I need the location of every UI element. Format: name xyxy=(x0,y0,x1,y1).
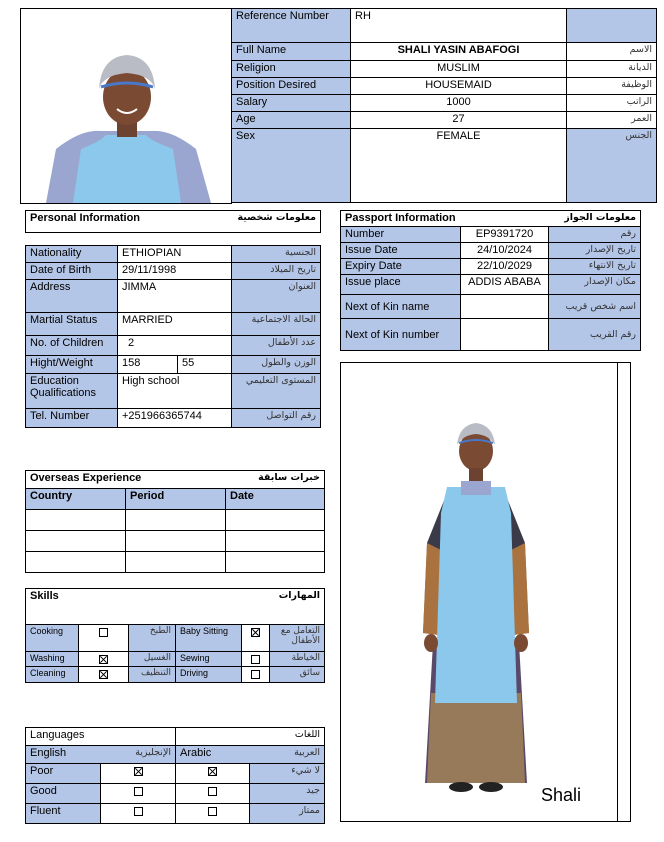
issue-place-label: Issue place xyxy=(341,275,461,295)
overseas-cell xyxy=(226,552,325,573)
overseas-cell xyxy=(126,552,226,573)
header-value: SHALI YASIN ABAFOGI xyxy=(351,43,567,61)
header-value: HOUSEMAID xyxy=(351,78,567,95)
nationality-label-ar: الجنسية xyxy=(232,246,321,263)
header-value: 27 xyxy=(351,112,567,129)
skill-babysitting-label-ar: التعامل مع الأطفال xyxy=(270,625,325,652)
kin-number-label: Next of Kin number xyxy=(341,319,461,351)
header-label-ar: الراتب xyxy=(567,95,657,112)
overseas-cell xyxy=(226,510,325,531)
english-good-checkbox[interactable] xyxy=(101,784,176,804)
level-good-label: Good xyxy=(26,784,101,804)
arabic-good-checkbox[interactable] xyxy=(176,784,250,804)
arabic-fluent-checkbox[interactable] xyxy=(176,804,250,824)
passport-info-table xyxy=(340,210,641,351)
header-label-ar: الوظيفة xyxy=(567,78,657,95)
languages-table xyxy=(25,727,325,824)
weight-value: 55 xyxy=(178,356,232,374)
languages-title-ar: اللغات xyxy=(176,728,325,746)
date-header: Date xyxy=(226,489,325,510)
marital-label-ar: الحالة الاجتماعية xyxy=(232,313,321,336)
kin-name-label-ar: اسم شخص قريب xyxy=(549,295,641,319)
education-label-ar: المستوى التعليمي xyxy=(232,374,321,409)
kin-name-label: Next of Kin name xyxy=(341,295,461,319)
skill-cleaning-label-ar: التنظيف xyxy=(129,667,176,683)
overseas-title-ar: خبرات سابقة xyxy=(226,471,325,489)
header-label-ar: العمر xyxy=(567,112,657,129)
languages-title: Languages xyxy=(26,728,176,746)
skill-sewing-label-ar: الخياطة xyxy=(270,652,325,667)
level-good-label-ar: جيد xyxy=(250,784,325,804)
header-value: RH xyxy=(351,9,567,43)
header-label: Religion xyxy=(232,61,351,78)
height-value: 158 xyxy=(118,356,178,374)
skill-cooking-label-ar: الطبخ xyxy=(129,625,176,652)
photo-caption: Shali xyxy=(541,785,582,805)
kin-number-label-ar: رقم القريب xyxy=(549,319,641,351)
skill-sewing-checkbox[interactable] xyxy=(242,652,270,667)
skill-cooking-label: Cooking xyxy=(26,625,79,652)
arabic-label: Arabic xyxy=(176,746,250,764)
overseas-experience-table xyxy=(25,470,325,573)
header-label-ar: الديانة xyxy=(567,61,657,78)
children-label-ar: عدد الأطفال xyxy=(232,336,321,356)
overseas-cell xyxy=(126,510,226,531)
overseas-title: Overseas Experience xyxy=(26,471,226,489)
checkbox-empty-icon xyxy=(99,628,108,637)
height-weight-label: Hight/Weight xyxy=(26,356,118,374)
header-value: MUSLIM xyxy=(351,61,567,78)
checkbox-empty-icon xyxy=(208,807,217,816)
level-poor-label: Poor xyxy=(26,764,101,784)
checkbox-checked-icon xyxy=(99,670,108,679)
dob-label-ar: تاريخ الميلاد xyxy=(232,263,321,280)
english-poor-checkbox[interactable] xyxy=(101,764,176,784)
level-poor-label-ar: لا شيء xyxy=(250,764,325,784)
skill-driving-label-ar: سائق xyxy=(270,667,325,683)
checkbox-empty-icon xyxy=(251,670,260,679)
country-header: Country xyxy=(26,489,126,510)
header-value: 1000 xyxy=(351,95,567,112)
skill-babysitting-checkbox[interactable] xyxy=(242,625,270,652)
height-weight-label-ar: الوزن والطول xyxy=(232,356,321,374)
overseas-cell xyxy=(26,531,126,552)
checkbox-empty-icon xyxy=(134,807,143,816)
checkbox-checked-icon xyxy=(208,767,217,776)
header-label: Full Name xyxy=(232,43,351,61)
header-label: Position Desired xyxy=(232,78,351,95)
header-label-ar: الجنس xyxy=(567,129,657,203)
address-value: JIMMA xyxy=(118,280,232,313)
skill-driving-checkbox[interactable] xyxy=(242,667,270,683)
expiry-date-value: 22/10/2029 xyxy=(461,259,549,275)
overseas-cell xyxy=(126,531,226,552)
education-label: Education Qualifications xyxy=(26,374,118,409)
expiry-date-label-ar: تاريخ الانتهاء xyxy=(549,259,641,275)
personal-info-table xyxy=(25,210,321,428)
header-label-ar: الاسم xyxy=(567,43,657,61)
personal-title-ar: معلومات شخصية xyxy=(178,211,321,233)
skill-washing-label: Washing xyxy=(26,652,79,667)
header-label: Salary xyxy=(232,95,351,112)
skills-title: Skills xyxy=(26,589,176,611)
issue-date-label: Issue Date xyxy=(341,243,461,259)
issue-place-label-ar: مكان الإصدار xyxy=(549,275,641,295)
children-label: No. of Children xyxy=(26,336,118,356)
education-value: High school xyxy=(118,374,232,409)
issue-date-label-ar: تاريخ الإصدار xyxy=(549,243,641,259)
header-label-ar xyxy=(567,9,657,43)
checkbox-checked-icon xyxy=(99,655,108,664)
skill-cleaning-checkbox[interactable] xyxy=(79,667,129,683)
full-body-photo-frame xyxy=(340,362,631,822)
passport-number-label: Number xyxy=(341,227,461,243)
skills-table xyxy=(25,588,325,683)
portrait-photo xyxy=(21,9,231,203)
header-label: Reference Number xyxy=(232,9,351,43)
tel-label-ar: رقم التواصل xyxy=(232,409,321,428)
dob-value: 29/11/1998 xyxy=(118,263,232,280)
checkbox-empty-icon xyxy=(134,787,143,796)
skills-title-ar: المهارات xyxy=(176,589,325,611)
english-fluent-checkbox[interactable] xyxy=(101,804,176,824)
nationality-label: Nationality xyxy=(26,246,118,263)
skill-washing-checkbox[interactable] xyxy=(79,652,129,667)
skill-cooking-checkbox[interactable] xyxy=(79,625,129,652)
skill-driving-label: Driving xyxy=(176,667,242,683)
checkbox-empty-icon xyxy=(251,655,260,664)
dob-label: Date of Birth xyxy=(26,263,118,280)
tel-value: +251966365744 xyxy=(118,409,232,428)
passport-number-value: EP9391720 xyxy=(461,227,549,243)
period-header: Period xyxy=(126,489,226,510)
tel-label: Tel. Number xyxy=(26,409,118,428)
address-label-ar: العنوان xyxy=(232,280,321,313)
children-value: 2 xyxy=(118,336,232,356)
skill-babysitting-label: Baby Sitting xyxy=(176,625,242,652)
issue-date-value: 24/10/2024 xyxy=(461,243,549,259)
marital-label: Martial Status xyxy=(26,313,118,336)
kin-name-value xyxy=(461,295,549,319)
overseas-cell xyxy=(26,552,126,573)
overseas-cell xyxy=(26,510,126,531)
english-label: English xyxy=(26,746,101,764)
english-label-ar: الإنجليزية xyxy=(101,746,176,764)
header-table xyxy=(231,8,657,203)
passport-number-label-ar: رقم xyxy=(549,227,641,243)
kin-number-value xyxy=(461,319,549,351)
arabic-label-ar: العربية xyxy=(250,746,325,764)
level-fluent-label-ar: ممتاز xyxy=(250,804,325,824)
address-label: Address xyxy=(26,280,118,313)
overseas-cell xyxy=(226,531,325,552)
full-body-photo xyxy=(341,363,611,821)
level-fluent-label: Fluent xyxy=(26,804,101,824)
passport-title: Passport Information xyxy=(341,211,549,227)
header-label: Age xyxy=(232,112,351,129)
skill-sewing-label: Sewing xyxy=(176,652,242,667)
checkbox-empty-icon xyxy=(208,787,217,796)
portrait-photo-frame xyxy=(20,8,232,204)
issue-place-value: ADDIS ABABA xyxy=(461,275,549,295)
checkbox-checked-icon xyxy=(134,767,143,776)
marital-value: MARRIED xyxy=(118,313,232,336)
skill-washing-label-ar: الغسيل xyxy=(129,652,176,667)
personal-title: Personal Information xyxy=(26,211,178,233)
skill-cleaning-label: Cleaning xyxy=(26,667,79,683)
expiry-date-label: Expiry Date xyxy=(341,259,461,275)
checkbox-checked-icon xyxy=(251,628,260,637)
passport-title-ar: معلومات الجواز xyxy=(549,211,641,227)
nationality-value: ETHIOPIAN xyxy=(118,246,232,263)
arabic-poor-checkbox[interactable] xyxy=(176,764,250,784)
header-value: FEMALE xyxy=(351,129,567,203)
header-label: Sex xyxy=(232,129,351,203)
